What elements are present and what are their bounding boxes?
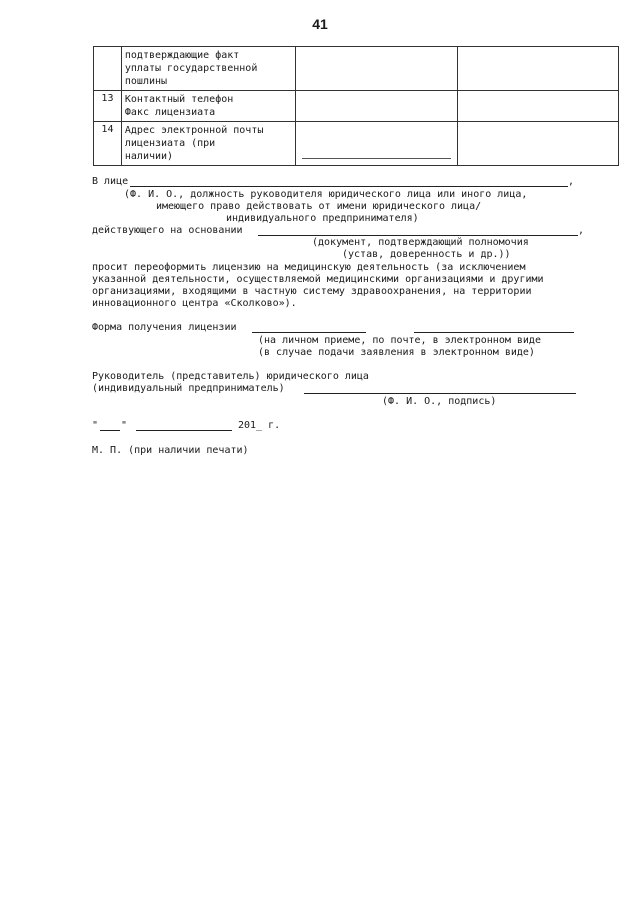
receipt-label: Форма получения лицензии: [92, 322, 237, 333]
row-name-line: пошлины: [124, 76, 168, 87]
acting-basis-label: действующего на основании: [92, 225, 243, 236]
receipt-field[interactable]: [414, 332, 574, 333]
date-quote-open: ": [92, 420, 99, 431]
in-person-note: индивидуального предпринимателя): [226, 213, 419, 224]
row-name-line: уплаты государственной: [124, 63, 258, 74]
table-row: [94, 91, 619, 122]
comma: ,: [568, 176, 575, 187]
license-table: [93, 46, 619, 166]
row-name-line: наличии): [124, 151, 174, 162]
row-name: [121, 91, 295, 122]
date-month-field[interactable]: [136, 430, 232, 431]
row-name: [121, 122, 295, 166]
date-day-field[interactable]: [100, 430, 120, 431]
row-value-cell[interactable]: [296, 91, 457, 122]
head-label: Руководитель (представитель) юридического лица: [92, 371, 369, 382]
row-number: 13: [94, 91, 122, 122]
request-text: инновационного центра «Сколково»).: [92, 298, 297, 309]
in-person-label: В лице: [92, 176, 129, 187]
in-person-note: (Ф. И. О., должность руководителя юридического лица или иного лица,: [124, 189, 528, 200]
row-number: [94, 47, 122, 91]
stamp-note: М. П. (при наличии печати): [92, 445, 249, 456]
comma: ,: [578, 225, 585, 236]
receipt-field[interactable]: [252, 332, 366, 333]
basis-note: (документ, подтверждающий полномочия: [312, 237, 529, 248]
request-text: просит переоформить лицензию на медицинскую деятельность (за исключением: [92, 262, 526, 273]
row-extra-cell[interactable]: [457, 47, 618, 91]
basis-note: (устав, доверенность и др.)): [342, 249, 511, 260]
row-name-line: Факс лицензиата: [124, 107, 216, 118]
head-label: (индивидуальный предприниматель): [92, 383, 285, 394]
row-value-cell[interactable]: [296, 122, 457, 166]
in-person-field[interactable]: [130, 186, 568, 187]
row-name: [121, 47, 295, 91]
request-text: указанной деятельности, осуществляемой медицинскими организациями и другими: [92, 274, 544, 285]
row-extra-cell[interactable]: [457, 91, 618, 122]
date-quote-close: ": [121, 420, 128, 431]
row-value-cell[interactable]: [296, 47, 457, 91]
table-row: [94, 122, 619, 166]
signature-field[interactable]: [304, 393, 576, 394]
table-row: [94, 47, 619, 91]
row-extra-cell[interactable]: [457, 122, 618, 166]
receipt-note: (на личном приеме, по почте, в электронном виде: [258, 335, 541, 346]
receipt-note: (в случае подачи заявления в электронном виде): [258, 347, 535, 358]
row-name-line: Контактный телефон: [124, 94, 234, 105]
request-text: организациями, входящими в частную систему здравоохранения, на территории: [92, 286, 532, 297]
in-person-note: имеющего право действовать от имени юридического лица/: [156, 201, 482, 212]
row-number: 14: [94, 122, 122, 166]
row-name-line: подтверждающие факт: [124, 50, 240, 61]
row-name-line: Адрес электронной почты: [124, 125, 264, 136]
page-number: 41: [312, 16, 328, 32]
signature-note: (Ф. И. О., подпись): [382, 396, 497, 407]
acting-basis-field[interactable]: [258, 235, 578, 236]
row-name-line: лицензиата (при: [124, 138, 216, 149]
date-year: 201_ г.: [238, 420, 281, 431]
